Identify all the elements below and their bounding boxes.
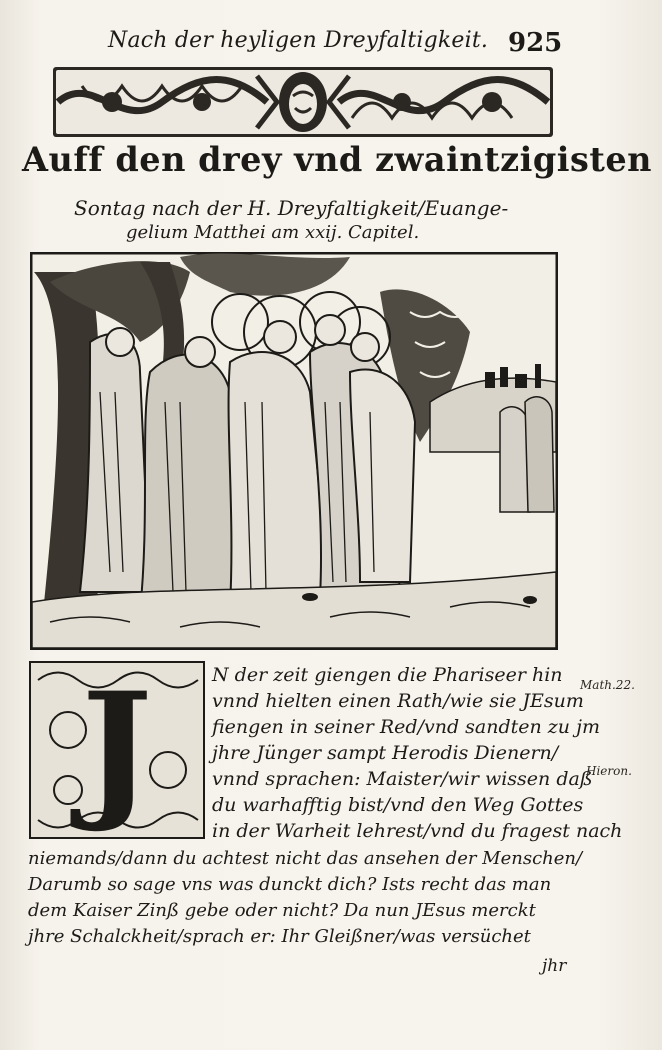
page-number: 925 [508, 28, 563, 58]
catchword: jhr [542, 956, 567, 976]
body-line: dem Kaiser Zinß gebe oder nicht? Da nun JEsus merckt [28, 900, 536, 921]
headpiece-ornament [52, 66, 554, 138]
body-line: fiengen in seiner Red/vnd sandten zu jm [212, 716, 600, 738]
drop-cap-letter: J [81, 660, 153, 836]
running-head: Nach der heyligen Dreyfaltigkeit. [108, 28, 489, 53]
body-line: N der zeit giengen die Phariseer hin [212, 664, 563, 686]
title-line-2: Sontag nach der H. Dreyfaltigkeit/Euange- [74, 196, 509, 220]
body-line: Darumb so sage vns was dunckt dich? Ists recht das man [28, 874, 552, 895]
ornamental-initial-j [28, 660, 206, 840]
title-line-1: Auff den drey vnd zwaintzigisten [22, 140, 653, 179]
body-line: vnnd hielten einen Rath/wie sie JEsum [212, 690, 584, 712]
margin-note-hieron: Hieron. [586, 764, 632, 778]
body-line: niemands/dann du achtest nicht das ansehen der Menschen/ [28, 848, 583, 869]
body-line: du warhafftig bist/vnd den Weg Gottes [212, 794, 584, 816]
body-line: jhre Jünger sampt Herodis Dienern/ [212, 742, 559, 764]
margin-note-math: Math.22. [580, 678, 635, 692]
title-line-3: gelium Matthei am xxij. Capitel. [126, 222, 420, 243]
body-line: vnnd sprachen: Maister/wir wissen daß [212, 768, 593, 790]
woodcut-illustration [30, 252, 558, 650]
body-line: in der Warheit lehrest/vnd du fragest nach [212, 820, 623, 842]
body-line: jhre Schalckheit/sprach er: Ihr Gleißner/was versüchet [28, 926, 531, 947]
